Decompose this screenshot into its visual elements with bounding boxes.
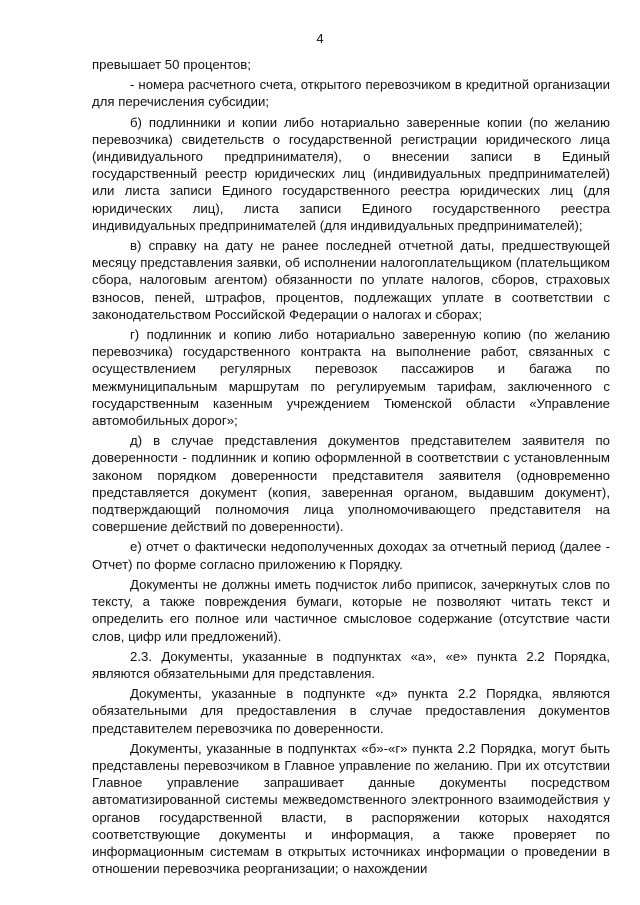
paragraph-item-b: б) подлинники и копии либо нотариально заверенные копии (по желанию перевозчика) свидетельств о государственной регистрации юридического лица (индивидуального предпринимателя), о внесении записи в Единый государственный реестр юридических лиц (индивидуальных предпринимателей) или листа записи Единого государственного реестра юридических лиц (для юридических лиц), листа записи Единого государственного реестра индивидуальных предпринимателей (для индивидуальных предпринимателей); — [92, 114, 610, 233]
paragraph-item-d-mandatory: Документы, указанные в подпункте «д» пункта 2.2 Порядка, являются обязательными для предоставления в случае предоставления документов представителем перевозчика по доверенности. — [92, 686, 610, 736]
paragraph-item-g: г) подлинник и копию либо нотариально заверенную копию (по желанию перевозчика) государственного контракта на выполнение работ, связанных с осуществлением регулярных перевозок пассажиров и багажа по межмуниципальным маршрутам по регулируемым тарифам, заключенного с государственным казенным учреждением Тюменской области «Управление автомобильных дорог»; — [92, 327, 610, 429]
paragraph-continuation: превышает 50 процентов; — [92, 57, 251, 72]
paragraph-optional-documents: Документы, указанные в подпунктах «б»-«г» пункта 2.2 Порядка, могут быть представлены перевозчиком в Главное управление по желанию. При их отсутствии Главное управление запрашивает данные документы посредством автоматизированной системы межведомственного электронного взаимодействия у органов государственной власти, в распоряжении которых находятся соответствующие документы и информация, а также проверяет по информационным системам в открытых источниках информации о проведении в отношении перевозчика реорганизации; о нахождении — [92, 740, 610, 877]
paragraph-item-e: е) отчет о фактически недополученных доходах за отчетный период (далее - Отчет) по форме согласно приложению к Порядку. — [92, 539, 610, 572]
paragraph-account-number: - номера расчетного счета, открытого перевозчиком в кредитной организации для перечисления субсидии; — [92, 77, 610, 110]
paragraph-item-v: в) справку на дату не ранее последней отчетной даты, предшествующей месяцу представления заявки, об исполнении налогоплательщиком (плательщиком сбора, налоговым агентом) обязанности по уплате налогов, сборов, страховых взносов, пеней, штрафов, процентов, подлежащих уплате в соответствии с законодательством Российской Федерации о налогах и сборах; — [92, 238, 610, 322]
paragraph-document-requirements: Документы не должны иметь подчисток либо приписок, зачеркнутых слов по тексту, а также повреждения бумаги, которые не позволяют читать текст и определить его полное или частичное смысловое содержание (отсутствие части слов, цифр или предложений). — [92, 576, 610, 644]
document-body — [92, 56, 610, 880]
paragraph-item-d: д) в случае представления документов представителем заявителя по доверенности - подлинник и копию оформленной в соответствии с установленным законом порядком доверенности представителя заявителя (одновременно представляется документ (копия, заверенная органом, выдавшим документ), подтверждающий полномочия лица уполномочивающего представителя на совершение действий по доверенности). — [92, 433, 610, 535]
page-number: 4 — [316, 31, 324, 46]
paragraph-2-3: 2.3. Документы, указанные в подпунктах «а», «е» пункта 2.2 Порядка, являются обязательными для представления. — [92, 648, 610, 681]
